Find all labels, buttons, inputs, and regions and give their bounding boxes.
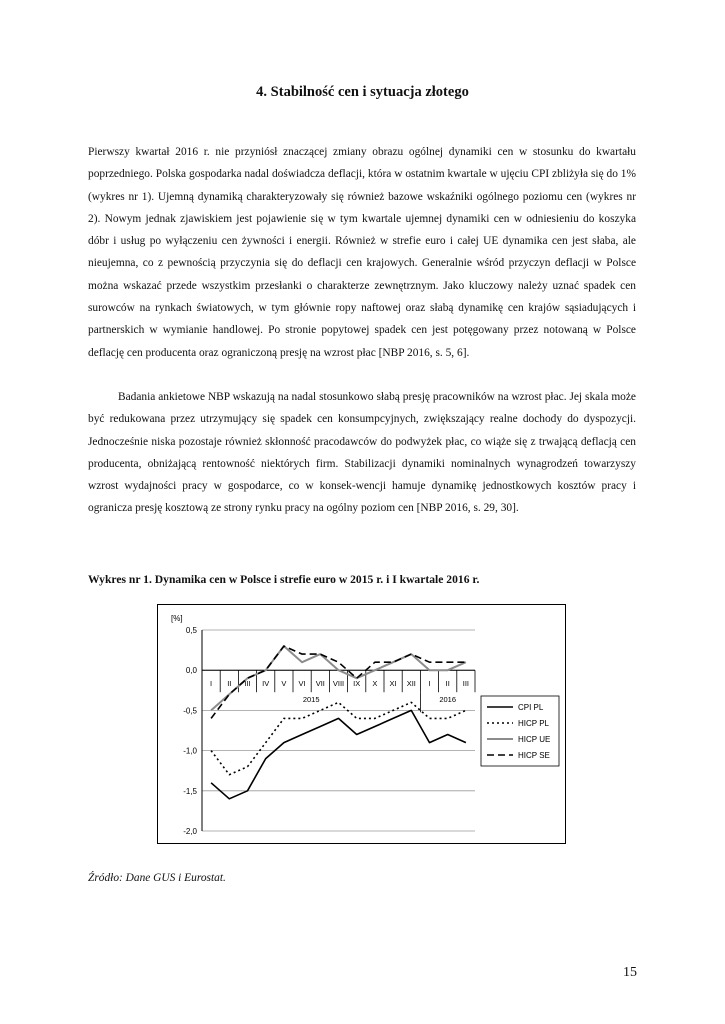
year-label: 2016 bbox=[439, 695, 457, 705]
x-tick-label: V bbox=[281, 679, 287, 689]
line-chart bbox=[157, 604, 566, 844]
legend-label: CPI PL bbox=[518, 703, 544, 712]
x-tick-label: I bbox=[210, 679, 213, 689]
y-tick-label: -1,5 bbox=[183, 786, 197, 796]
legend-label: HICP UE bbox=[518, 735, 551, 744]
x-tick-label: X bbox=[372, 679, 378, 689]
page-number: 15 bbox=[623, 965, 637, 980]
y-tick-label: 0,5 bbox=[185, 626, 197, 635]
x-tick-label: XII bbox=[406, 679, 416, 689]
x-tick-label: VII bbox=[315, 679, 325, 689]
x-tick-label: II bbox=[227, 679, 232, 689]
y-tick-label: 0,0 bbox=[185, 666, 197, 676]
chart-container bbox=[157, 604, 566, 844]
year-label: 2015 bbox=[302, 695, 320, 705]
x-tick-label: II bbox=[445, 679, 450, 689]
legend-label: HICP SE bbox=[518, 751, 550, 760]
source-note: Źródło: Dane GUS i Eurostat. bbox=[88, 872, 226, 884]
x-tick-label: IV bbox=[262, 679, 270, 689]
chart-caption: Wykres nr 1. Dynamika cen w Polsce i strefie euro w 2015 r. i I kwartale 2016 r. bbox=[88, 573, 480, 586]
y-axis-label: [%] bbox=[171, 614, 183, 623]
paragraph-1: Pierwszy kwartał 2016 r. nie przyniósł znaczącej zmiany obrazu ogólnej dynamiki cen w stosunku do kwartału poprzedniego. Polska gospodarka nadal doświadcza deflacji, która w ostatnim kwartale w ujęciu CPI zbliżyła się do 1% (wykres nr 1). Ujemną dynamiką charakteryzowały się również bazowe wskaźniki ogólnego poziomu cen (wykres nr 2). Nowym jednak zjawiskiem jest pojawienie się w tym kwartale ujemnej dynamiki cen w odniesieniu do koszyka dóbr i usług po wyłączeniu cen żywności i energii. Również w strefie euro i całej UE dynamika cen jest słaba, ale nieujemna, co z pewnością przyczynia się do deflacji cen krajowych. Generalnie wśród przyczyn deflacji w Polsce można wskazać przede wszystkim przesłanki o charakterze zewnętrznym. Jako kluczowy należy uznać spadek cen surowców na rynkach światowych, w tym głównie ropy naftowej oraz słabą dynamikę cen krajów sąsiadujących i partnerskich w wymianie handlowej. Po stronie popytowej spadek cen jest potęgowany przez notowaną w Polsce deflację cen producenta oraz ograniczoną presję na wzrost płac [NBP 2016, s. 5, 6]. bbox=[88, 146, 636, 359]
x-tick-label: I bbox=[428, 679, 431, 689]
legend-label: HICP PL bbox=[518, 719, 549, 728]
x-tick-label: XI bbox=[389, 679, 397, 689]
x-tick-label: IX bbox=[353, 679, 361, 689]
section-title: 4. Stabilność cen i sytuacja złotego bbox=[256, 84, 469, 100]
x-tick-label: VI bbox=[298, 679, 306, 689]
x-tick-label: III bbox=[462, 679, 470, 689]
x-tick-label: VIII bbox=[332, 679, 345, 689]
y-tick-label: -1,0 bbox=[183, 746, 197, 756]
paragraph-2: Badania ankietowe NBP wskazują na nadal stosunkowo słabą presję pracowników na wzrost płac. Jej skala może być redukowana przez utrzymujący się spadek cen konsumpcyjnych, zwiększający realne dochody do dyspozycji. Jednocześnie niska pozostaje również skłonność pracodawców do podwyżek płac, co wiąże się z trwającą deflacją cen producenta, obniżającą rentowność niektórych firm. Stabilizacji dynamiki nominalnych wynagrodzeń towarzyszy wzrost wydajności pracy w gospodarce, co w konsek-wencji hamuje dynamikę jednostkowych kosztów pracy i ogranicza presję kosztową ze strony rynku pracy na ogólny poziom cen [NBP 2016, s. 29, 30]. bbox=[88, 391, 636, 515]
x-tick-label: III bbox=[244, 679, 251, 689]
y-tick-label: -2,0 bbox=[183, 827, 197, 836]
y-tick-label: -0,5 bbox=[183, 706, 197, 716]
